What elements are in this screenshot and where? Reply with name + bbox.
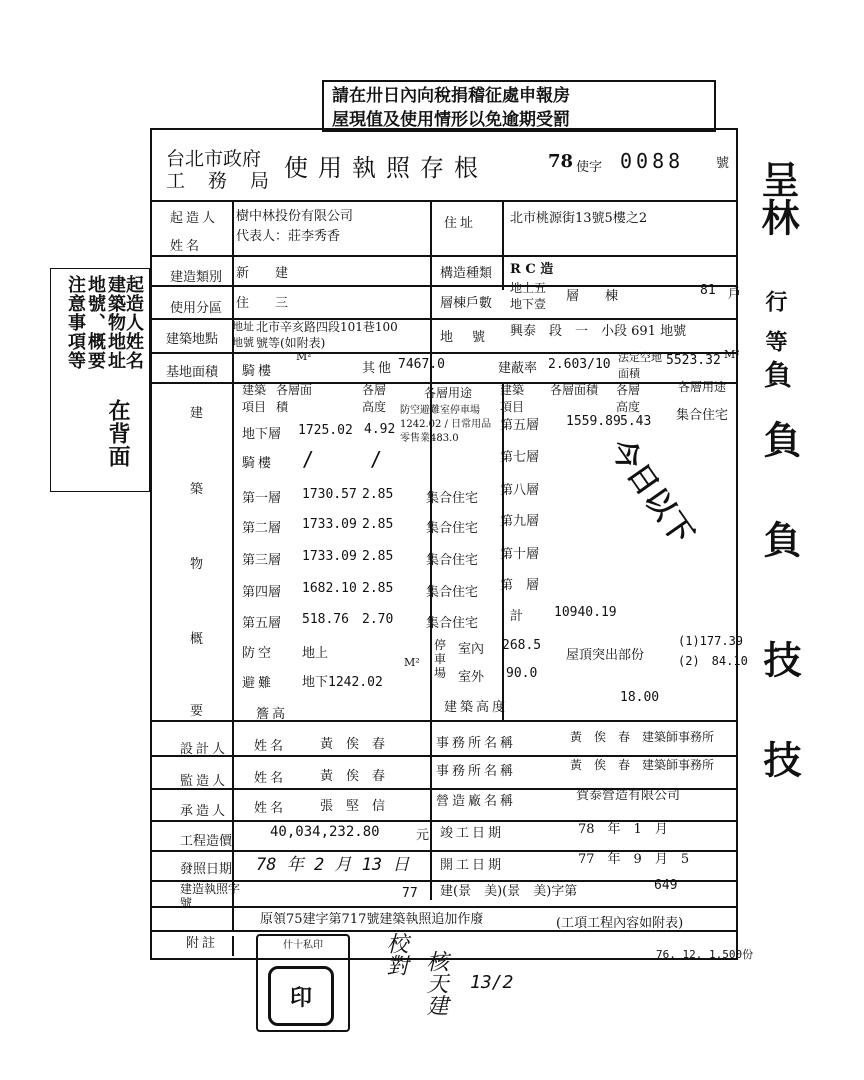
row-name: 第五層 <box>242 616 282 631</box>
row-use: 集合住宅 <box>426 585 479 600</box>
row-name: 騎樓 <box>242 456 275 471</box>
designer-firm-label: 事務所名稱 <box>436 736 517 751</box>
row-area: 1733.09 <box>302 517 357 532</box>
row-area: 10940.19 <box>554 605 617 620</box>
base-area-label: 基地面積 <box>166 365 219 380</box>
building-height: 18.00 <box>620 690 660 705</box>
annex-label: 騎樓 <box>242 364 275 379</box>
row-use: 集合住宅 <box>426 553 479 568</box>
building-height-label: 建築高度 <box>444 700 509 715</box>
lot-value: 興泰 段 一 小段 691 地號 <box>510 324 687 339</box>
row-use: 集合住宅 <box>676 408 729 423</box>
rule <box>152 200 736 202</box>
lot-label: 地 號 <box>440 330 489 345</box>
org-dept: 工 務 局 <box>166 170 272 192</box>
row-use: 集合住宅 <box>426 616 479 631</box>
owner-label: 起造人 <box>170 211 219 226</box>
floors-mid: 層 棟 <box>566 289 619 304</box>
roof-value-1: (1)177.39 <box>678 634 744 648</box>
signature-1: 校對 <box>383 932 408 976</box>
rule <box>152 255 736 257</box>
row-area: 1733.09 <box>302 549 357 564</box>
eave-height-label: 簷高 <box>256 707 289 722</box>
parking-outdoor: 90.0 <box>506 666 538 681</box>
row-name: 第三層 <box>242 553 282 568</box>
floors-label: 層棟戶數 <box>440 296 493 311</box>
summary-char: 物 <box>190 557 204 572</box>
site-address-2: 號等(如附表) <box>256 336 326 350</box>
category-label: 建造類別 <box>170 270 223 285</box>
contractor-firm: 賀泰營造有限公司 <box>576 788 681 803</box>
row-height: 4.92 <box>364 422 396 437</box>
contractor-label: 承造人 <box>180 804 229 819</box>
coverage-label: 建蔽率 <box>498 361 538 376</box>
diagonal-stamp: 今日以下 <box>602 432 700 552</box>
row-name: 第八層 <box>500 483 540 498</box>
owner-name-label: 姓名 <box>170 239 203 254</box>
units-suffix: 戶 <box>728 287 742 302</box>
head-item-right: 建築項目 <box>500 383 525 414</box>
row-name: 第二層 <box>242 521 282 536</box>
designer-name: 黃 俟 春 <box>320 737 386 752</box>
side-notice-box <box>50 268 150 492</box>
head-use-right: 各層用途 <box>678 380 727 394</box>
rule <box>232 200 234 930</box>
head-area: 各層面積 <box>276 383 313 414</box>
units-value: 81 <box>700 283 716 298</box>
other-value: 7467.0 <box>398 357 445 372</box>
supervisor-firm-label: 事務所名稱 <box>436 764 517 779</box>
row-area: / <box>302 447 315 471</box>
permit-prefix: 使字 <box>576 160 603 175</box>
row-name: 第七層 <box>500 450 540 465</box>
rule <box>152 285 736 287</box>
row-name: 第一層 <box>242 491 282 506</box>
floors-above: 地上五 <box>510 281 547 295</box>
note-label: 附註 <box>186 936 219 951</box>
note-text-2: (工項工程內容如附表) <box>556 916 684 931</box>
owner-representative: 代表人：莊李秀香 <box>236 229 341 244</box>
coverage-value: 2.603/10 <box>548 357 611 372</box>
contractor-firm-label: 營造廠名稱 <box>436 794 517 809</box>
row-height: 2.85 <box>362 517 394 532</box>
permit-year: 78 <box>548 151 574 172</box>
side-notice-col: 起造人姓名 <box>123 275 144 370</box>
open-area-unit: M² <box>724 348 740 361</box>
head-area-right: 各層面積 <box>550 383 599 397</box>
page-title: 使用執照存根 <box>284 154 488 182</box>
signature-2: 核天建 <box>423 950 448 1016</box>
site-address: 北市辛亥路四段101巷100 <box>256 320 398 334</box>
evac-label: 避難 <box>242 676 275 691</box>
row-height: 2.70 <box>362 612 394 627</box>
supervisor-label: 監造人 <box>180 774 229 789</box>
row-name: 第十層 <box>500 547 540 562</box>
summary-char: 要 <box>190 704 204 719</box>
official-seal <box>268 966 334 1026</box>
row-height: / <box>370 447 383 471</box>
head-use: 各層用途 <box>424 386 473 400</box>
head-item: 建築項目 <box>242 383 267 414</box>
shelter-below: 地下1242.02 <box>302 675 383 690</box>
margin-handwriting: 負 <box>757 520 802 558</box>
print-footer: 76. 12. 1,500份 <box>656 948 754 961</box>
row-name: 第五層 <box>500 418 540 433</box>
notice-line-2: 屋現值及使用情形以免逾期受罰 <box>332 110 570 130</box>
row-use: 防空避難室停車場1242.02 / 日常用品零售業483.0 <box>400 405 492 444</box>
site-sub2: 地號 <box>232 336 254 349</box>
designer-name-label: 姓名 <box>254 739 287 754</box>
penalty-notice-box <box>322 80 716 132</box>
row-area: 1559.89 <box>566 414 621 429</box>
contractor-name: 張 堅 信 <box>320 799 386 814</box>
permit-no: 649 <box>654 878 678 893</box>
margin-handwriting: 負 <box>757 420 802 458</box>
cost-unit: 元 <box>416 828 430 843</box>
margin-handwriting: 呈林 <box>755 160 800 236</box>
row-height: 2.85 <box>362 581 394 596</box>
owner-company: 樹中林投份有限公司 <box>236 209 354 224</box>
rule <box>232 936 234 956</box>
address-label: 住址 <box>444 216 477 231</box>
supervisor-firm: 黃 俟 春 建築師事務所 <box>570 758 715 772</box>
side-notice-back: 在背面 <box>105 399 131 468</box>
site-sub1: 地址 <box>232 320 254 333</box>
side-notice-col: 注意事項等 <box>65 275 86 370</box>
structure-value: R C 造 <box>510 262 554 277</box>
note-text: 原領75建字第717號建築執照追加作廢 <box>260 912 484 927</box>
official-seal-text: 印 <box>289 984 312 1011</box>
side-notice-col: 地號、概要 <box>85 275 106 370</box>
parking-label: 停車場 <box>434 638 447 680</box>
roof-value-2: (2) 84.10 <box>678 654 748 668</box>
signature-3: 13/2 <box>470 972 514 993</box>
cost-label: 工程造價 <box>180 834 233 849</box>
permit-no-label: 建造執照字號 <box>180 882 241 910</box>
notice-line-1: 請在卅日內向稅捐稽征處申報房 <box>332 86 570 106</box>
issue-date-label: 發照日期 <box>180 862 233 877</box>
owner-address: 北市桃源街13號5樓之2 <box>510 211 648 226</box>
category-value: 新 建 <box>236 266 289 281</box>
site-label: 建築地點 <box>166 332 219 347</box>
margin-handwriting: 等 <box>762 330 788 352</box>
margin-handwriting: 行 <box>762 290 788 312</box>
issue-date: 78 年 2 月 13 日 <box>256 855 410 875</box>
summary-char: 建 <box>190 406 204 421</box>
start-date-label: 開工日期 <box>440 858 505 873</box>
designer-label: 設計人 <box>180 742 229 757</box>
shelter-label: 防空 <box>242 646 275 661</box>
margin-handwriting: 負 <box>760 360 793 388</box>
row-height: 2.85 <box>362 549 394 564</box>
seal-caption: 什十私印 <box>283 940 323 951</box>
org-name: 台北市政府 <box>166 148 262 170</box>
floors-below: 地下壹 <box>510 297 547 311</box>
cost-value: 40,034,232.80 <box>270 824 380 840</box>
annex-unit: M² <box>296 350 312 363</box>
zone-label: 使用分區 <box>170 301 223 316</box>
row-area: 1682.10 <box>302 581 357 596</box>
row-height: 2.85 <box>362 487 394 502</box>
rule <box>152 720 736 722</box>
row-name: 第 層 <box>500 578 540 593</box>
row-use: 集合住宅 <box>426 521 479 536</box>
row-use: 集合住宅 <box>426 491 479 506</box>
margin-handwriting: 技 <box>757 740 802 778</box>
row-height: 5.43 <box>620 414 652 429</box>
other-label: 其他 <box>362 361 395 376</box>
zone-value: 住 三 <box>236 296 289 311</box>
structure-label: 構造種類 <box>440 266 493 281</box>
permit-year: 77 <box>402 886 418 901</box>
row-name: 地下層 <box>242 427 282 442</box>
head-height: 各層高度 <box>362 383 387 414</box>
row-name: 第九層 <box>500 514 540 529</box>
designer-firm: 黃 俟 春 建築師事務所 <box>570 730 715 744</box>
open-area-label: 法定空地面積 <box>618 351 662 380</box>
permit-number: 0088 <box>620 149 685 173</box>
row-area: 1725.02 <box>298 423 353 438</box>
side-notice-col: 建築物地址 <box>105 275 126 370</box>
parking-indoor: 268.5 <box>502 638 542 653</box>
margin-handwriting: 技 <box>757 640 802 678</box>
row-area: 518.76 <box>302 612 349 627</box>
row-name: 計 <box>510 609 524 624</box>
completion-label: 竣工日期 <box>440 826 505 841</box>
head-height-right: 各層高度 <box>616 383 641 414</box>
parking-outdoor-label: 室外 <box>458 670 485 685</box>
summary-char: 概 <box>190 632 204 647</box>
shelter-unit: M² <box>404 656 420 669</box>
row-area: 1730.57 <box>302 487 357 502</box>
summary-char: 築 <box>190 482 204 497</box>
supervisor-name: 黃 俟 春 <box>320 769 386 784</box>
open-area-value: 5523.32 <box>666 353 721 368</box>
parking-indoor-label: 室內 <box>458 642 485 657</box>
start-date: 77 年 9 月 5 <box>578 852 690 867</box>
row-name: 第四層 <box>242 585 282 600</box>
permit-suffix: 號 <box>716 156 730 171</box>
shelter-above: 地上 <box>302 646 329 661</box>
completion-date: 78 年 1 月 <box>578 822 668 837</box>
supervisor-name-label: 姓名 <box>254 771 287 786</box>
rule <box>502 200 504 290</box>
roof-label: 屋頂突出部份 <box>566 648 645 663</box>
permit-text: 建(景 美)(景 美)字第 <box>440 884 578 899</box>
contractor-name-label: 姓名 <box>254 801 287 816</box>
